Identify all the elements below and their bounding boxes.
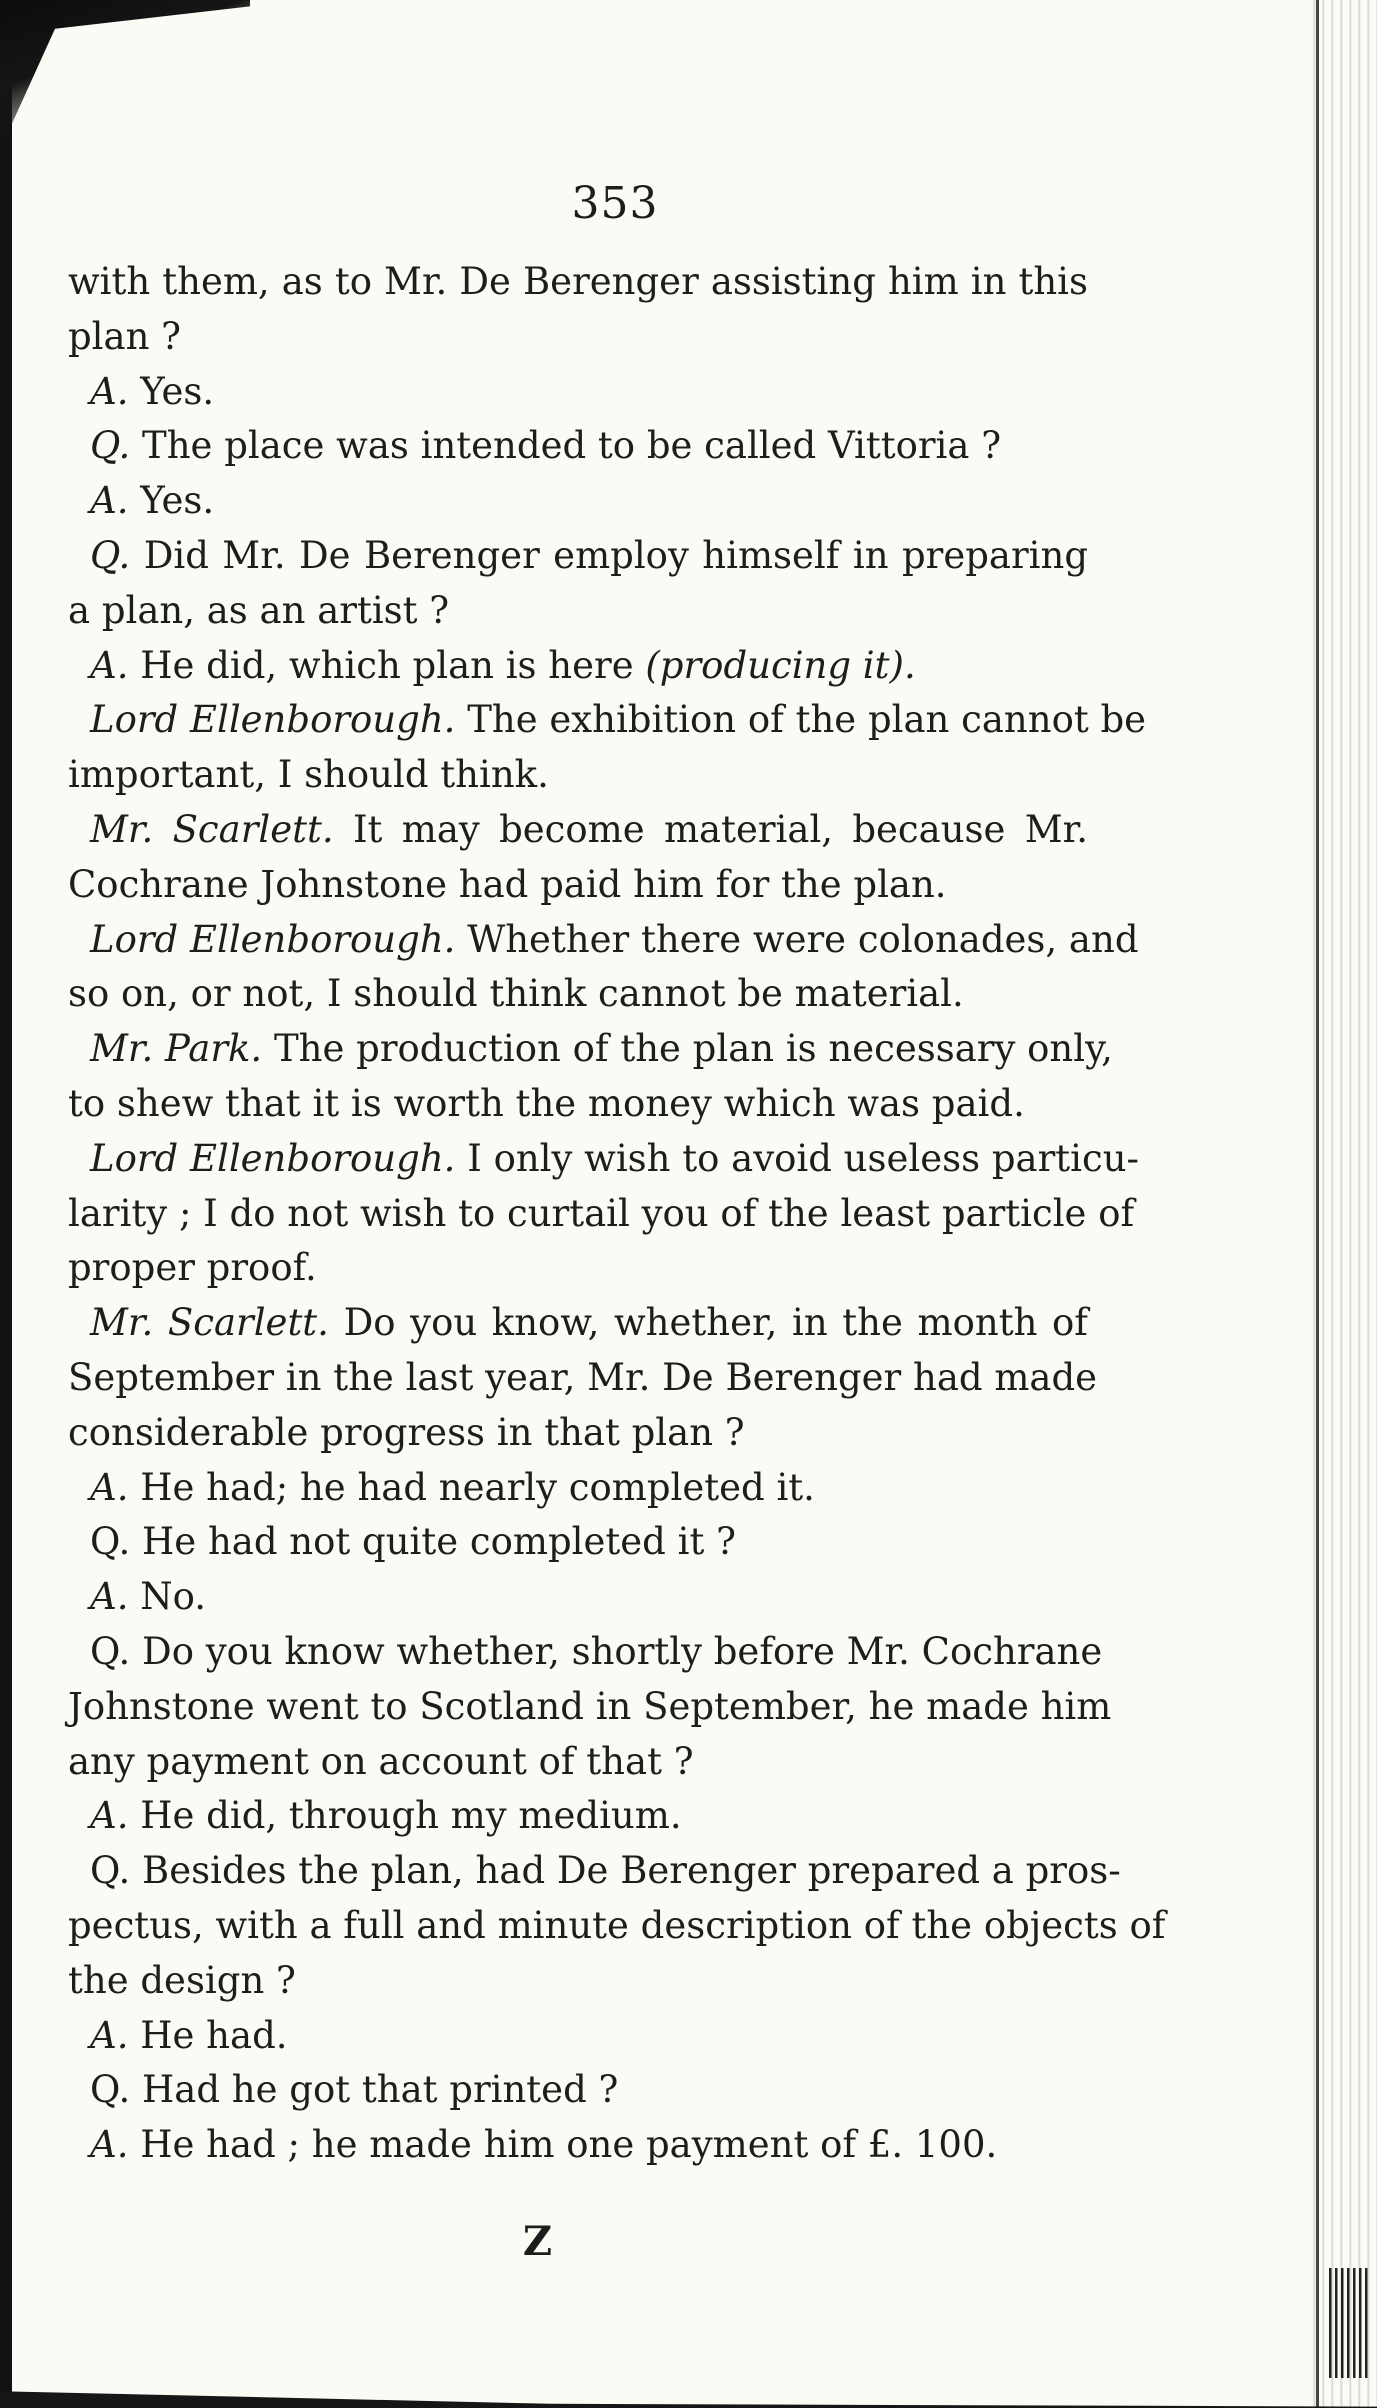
- speaker-label: A.: [90, 479, 129, 523]
- line-text: Did Mr. De Berenger employ himself in preparing: [143, 533, 1088, 577]
- speaker-label: A.: [90, 1465, 129, 1509]
- text-line: [68, 1954, 1088, 2009]
- speaker-label: Q.: [90, 2068, 131, 2112]
- text-line: [68, 1680, 1112, 1735]
- text-line: [68, 584, 1088, 639]
- line-text: any payment on account of that ?: [68, 1739, 694, 1783]
- text-line: [68, 255, 1088, 310]
- line-text: pectus, with a full and minute description of the objects of: [68, 1903, 1166, 1947]
- answer-line: [68, 639, 1088, 694]
- line-text: Do you know, whether, in the month of: [343, 1301, 1089, 1345]
- speaker-label: A.: [90, 1575, 129, 1619]
- speaker-label: A.: [90, 1794, 129, 1838]
- answer-line: [68, 2118, 1088, 2173]
- scan-right-binding: [1316, 0, 1319, 2408]
- speaker-label: Mr. Park.: [90, 1027, 263, 1071]
- question-line: [68, 419, 1088, 474]
- answer-line: [68, 2009, 1088, 2064]
- text-line: [68, 1187, 1135, 1242]
- text-line: [68, 1077, 1088, 1132]
- text-line: [68, 1735, 1088, 1790]
- speaker-label: Q.: [90, 533, 131, 577]
- speaker-line: [68, 803, 1088, 858]
- text-line: [68, 1351, 1098, 1406]
- line-text: No.: [140, 1575, 207, 1619]
- line-text: Cochrane Johnstone had paid him for the plan.: [68, 862, 947, 906]
- line-text: It may become material, because Mr.: [352, 807, 1088, 851]
- answer-line: [68, 1570, 1088, 1625]
- line-text: so on, or not, I should think cannot be material.: [68, 972, 964, 1016]
- body-text: [68, 255, 1166, 2173]
- line-text: The exhibition of the plan cannot be: [467, 698, 1147, 742]
- line-text: Yes.: [140, 479, 215, 523]
- line-text: The place was intended to be called Vittoria ?: [142, 424, 1002, 468]
- line-text: important, I should think.: [68, 753, 549, 797]
- answer-line: [68, 1789, 1088, 1844]
- speaker-line: [68, 1132, 1140, 1187]
- text-line: [68, 1406, 1088, 1461]
- answer-line: [68, 365, 1088, 420]
- text-line: [68, 310, 1088, 365]
- line-text: Had he got that printed ?: [142, 2068, 619, 2112]
- line-text: He had not quite completed it ?: [142, 1520, 736, 1564]
- speaker-label: Lord Ellenborough.: [90, 698, 456, 742]
- line-text: He had; he had nearly completed it.: [140, 1465, 815, 1509]
- question-line: [68, 1625, 1103, 1680]
- speaker-label: A.: [90, 643, 129, 687]
- line-text: to shew that it is worth the money which was paid.: [68, 1081, 1025, 1125]
- answer-line: [68, 474, 1088, 529]
- signature-mark: Z: [522, 2218, 553, 2265]
- line-text: He did, which plan is here: [140, 643, 634, 687]
- line-text: proper proof.: [68, 1246, 317, 1290]
- line-text: Johnstone went to Scotland in September, he made him: [68, 1684, 1112, 1728]
- speaker-label: Q.: [90, 1629, 131, 1673]
- stage-direction: (producing it).: [645, 643, 916, 687]
- speaker-label: Lord Ellenborough.: [90, 917, 456, 961]
- question-line: [68, 2063, 1088, 2118]
- speaker-label: Lord Ellenborough.: [90, 1136, 456, 1180]
- line-text: The production of the plan is necessary only,: [273, 1027, 1113, 1071]
- page-number: 353: [571, 178, 659, 229]
- line-text: larity ; I do not wish to curtail you of the least particle of: [68, 1191, 1135, 1235]
- speaker-label: Mr. Scarlett.: [90, 807, 334, 851]
- line-text: Besides the plan, had De Berenger prepared a pros-: [142, 1849, 1121, 1893]
- speaker-label: Q.: [90, 1849, 131, 1893]
- line-text: plan ?: [68, 314, 182, 358]
- line-text: I only wish to avoid useless particu-: [467, 1136, 1140, 1180]
- speaker-label: Q.: [90, 1520, 131, 1564]
- line-text: Whether there were colonades, and: [467, 917, 1139, 961]
- line-text: Do you know whether, shortly before Mr. Cochrane: [142, 1629, 1103, 1673]
- question-line: [68, 529, 1088, 584]
- scan-right-bottom-marks: [1329, 2268, 1369, 2378]
- line-text: with them, as to Mr. De Berenger assisting him in this: [68, 260, 1088, 303]
- speaker-label: Mr. Scarlett.: [90, 1301, 329, 1345]
- text-line: [68, 967, 1088, 1022]
- answer-line: [68, 1461, 1088, 1516]
- line-text: September in the last year, Mr. De Berenger had made: [68, 1355, 1098, 1399]
- line-text: a plan, as an artist ?: [68, 588, 450, 632]
- line-text: He had ; he made him one payment of £. 100.: [140, 2123, 998, 2167]
- speaker-label: A.: [90, 2123, 129, 2167]
- text-line: [68, 1899, 1166, 1954]
- speaker-line: [68, 693, 1147, 748]
- line-text: the design ?: [68, 1958, 296, 2002]
- speaker-label: Q.: [90, 424, 131, 468]
- speaker-line: [68, 1296, 1088, 1351]
- line-text: He did, through my medium.: [140, 1794, 682, 1838]
- line-text: considerable progress in that plan ?: [68, 1410, 745, 1454]
- scan-bottom-edge: [0, 2380, 1377, 2408]
- speaker-label: A.: [90, 369, 129, 413]
- text-line: [68, 748, 1088, 803]
- question-line: [68, 1515, 1088, 1570]
- text-line: [68, 1241, 1088, 1296]
- speaker-line: [68, 1022, 1113, 1077]
- speaker-line: [68, 913, 1139, 968]
- text-line: [68, 858, 1088, 913]
- speaker-label: A.: [90, 2013, 129, 2057]
- question-line: [68, 1844, 1121, 1899]
- scan-left-edge: [0, 0, 12, 2408]
- scan-corner-shadow: [0, 0, 250, 160]
- line-text: Yes.: [140, 369, 215, 413]
- line-text: He had.: [140, 2013, 288, 2057]
